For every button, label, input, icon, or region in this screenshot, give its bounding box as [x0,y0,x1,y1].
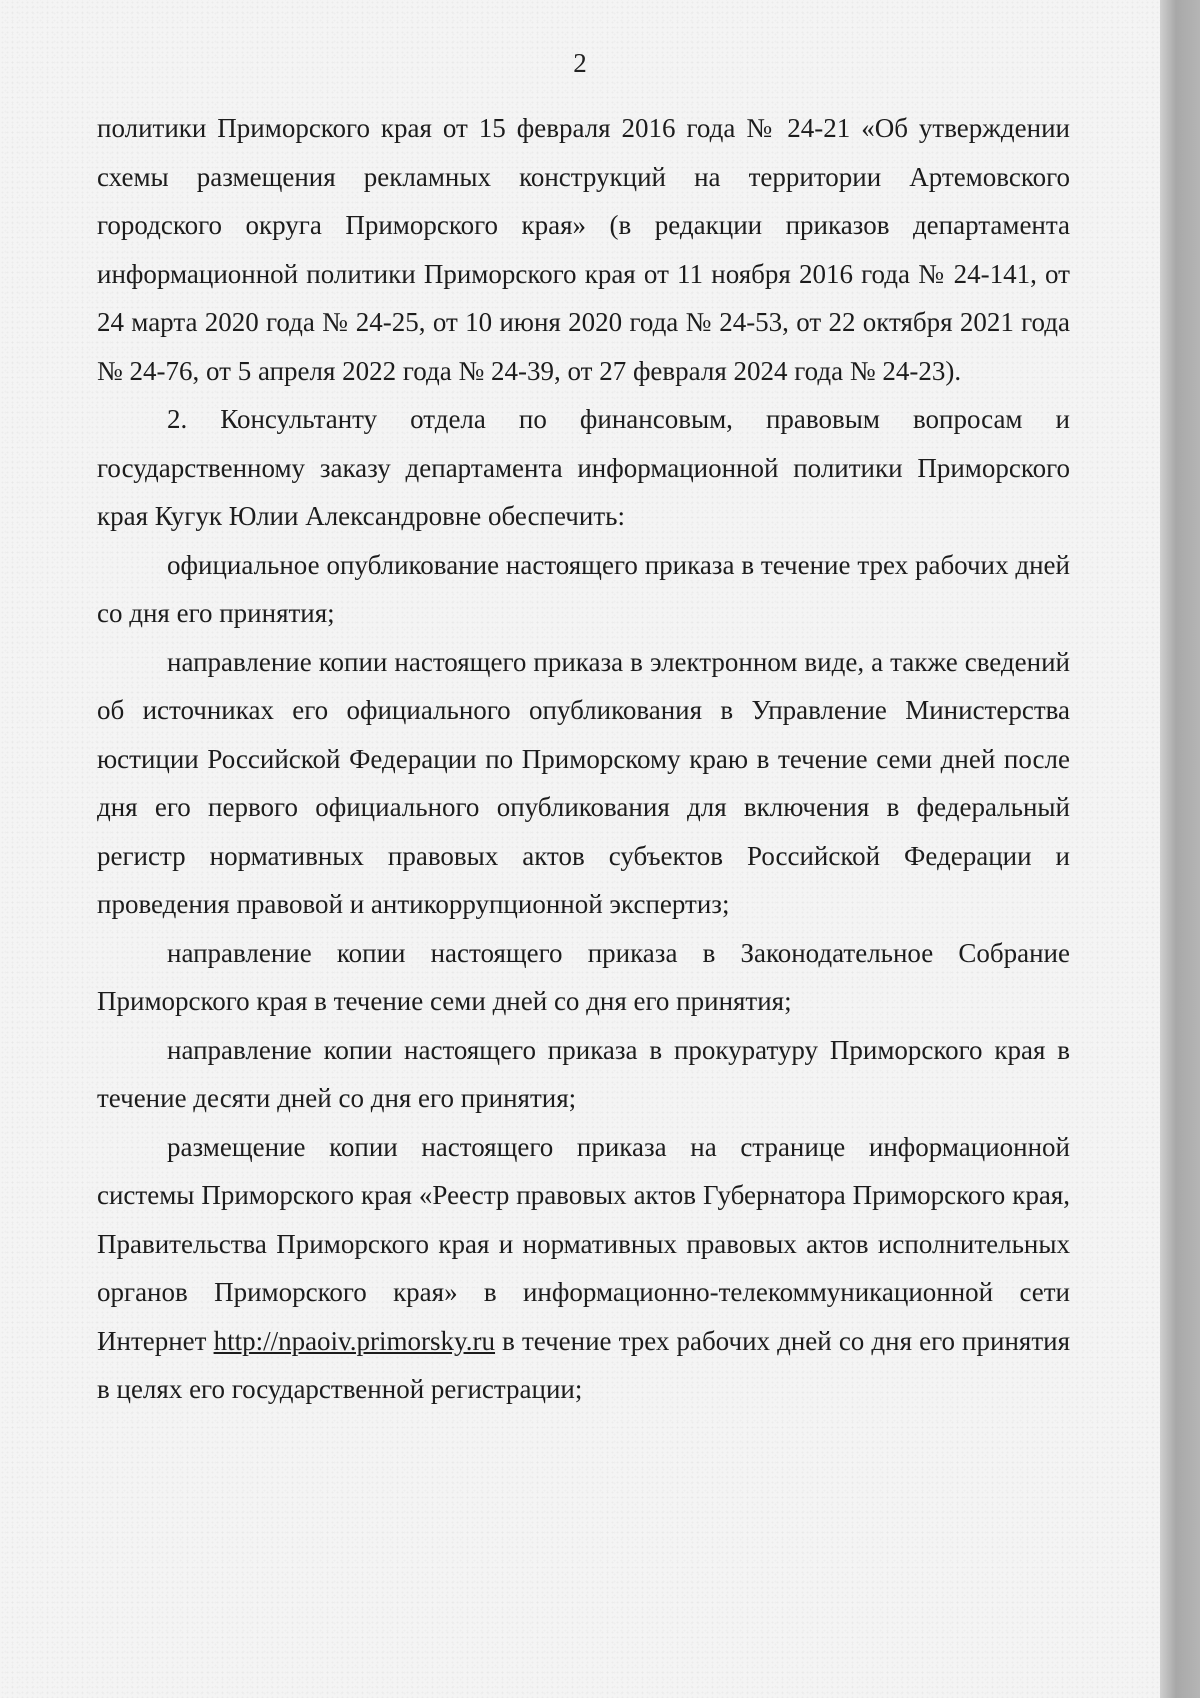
paragraph-ministry-of-justice: направление копии настоящего приказа в электронном виде, а также сведений об источниках его официального опубликования в Управление Министерства юстиции Российской Федерации по Приморскому краю в течение семи дней после дня его первого официального опубликования для включения в федеральный регистр нормативных правовых актов субъектов Российской Федерации и проведения правовой и антикоррупционной экспертиз; [97,646,1070,919]
paragraph-legislative-assembly: направление копии настоящего приказа в Законодательное Собрание Приморского края в течение семи дней со дня его принятия; [97,937,1070,1016]
paragraph-continuation: политики Приморского края от 15 февраля 2016 года № 24-21 «Об утверждении схемы размещения рекламных конструкций на территории Артемовского городского округа Приморского края» (в редакции приказов департамента информационной политики Приморского края от 11 ноября 2016 года № 24-141, от 24 марта 2020 года № 24-25, от 10 июня 2020 года № 24-53, от 22 октября 2021 года № 24-76, от 5 апреля 2022 года № 24-39, от 27 февраля 2024 года № 24-23). [97,113,1070,386]
paragraph-prosecutor: направление копии настоящего приказа в прокуратуру Приморского края в течение десяти дней со дня его принятия; [97,1034,1070,1113]
registry-text-before: размещение копии настоящего приказа на странице информационной системы Приморского края «Реестр правовых актов Губернатора Приморского края, Правительства Приморского края и нормативных правовых актов исполнительных органов Приморского края» в информационно-телекоммуникационной сети Интернет [97,1131,1070,1356]
paragraph-registry-posting [97,1123,1070,1414]
paragraph-official-publication: официальное опубликование настоящего приказа в течение трех рабочих дней со дня его принятия; [97,549,1070,628]
registry-text-after: в течение трех рабочих дней со дня его принятия в целях его государственной регистрации; [97,1325,1070,1404]
paragraph-item-2: 2. Консультанту отдела по финансовым, правовым вопросам и государственному заказу департамента информационной политики Приморского края Кугук Юлии Александровне обеспечить: [97,404,1070,531]
registry-link[interactable]: http://npaoiv.primorsky.ru [213,1325,496,1356]
scan-edge [1160,0,1200,1698]
document-body [97,104,1070,1414]
page-number: 2 [573,48,587,78]
